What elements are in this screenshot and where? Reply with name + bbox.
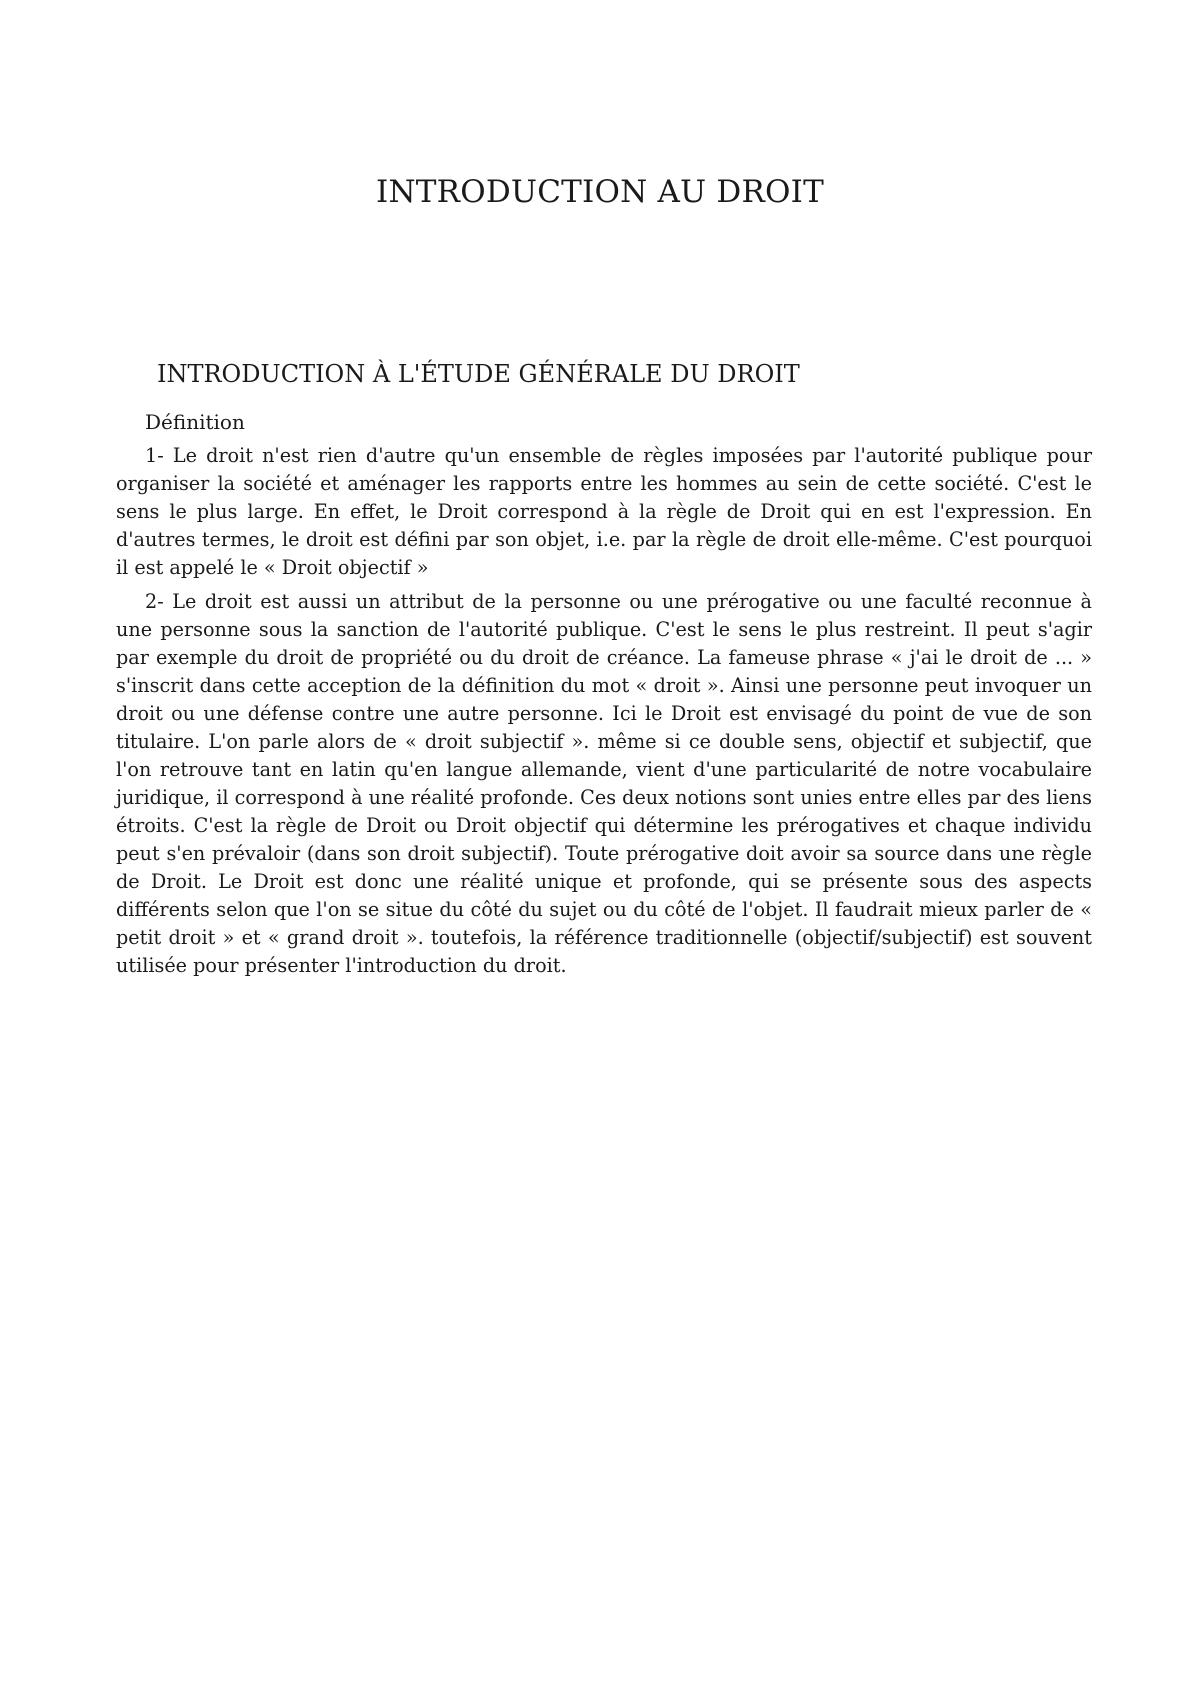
page-title: INTRODUCTION AU DROIT xyxy=(376,174,824,210)
paragraph-1: 1- Le droit n'est rien d'autre qu'un ensemble de règles imposées par l'autorité publique pour organiser la société et aménager les rapports entre les hommes au sein de cette société. C'est le sens le plus large. En effet, le Droit correspond à la règle de Droit qui en est l'expression. En d'autres termes, le droit est défini par son objet, i.e. par la règle de droit elle-même. C'est pourquoi il est appelé le « Droit objectif » xyxy=(116,444,1092,579)
section-heading: INTRODUCTION À L'ÉTUDE GÉNÉRALE DU DROIT xyxy=(157,360,800,388)
paragraph-2: 2- Le droit est aussi un attribut de la personne ou une prérogative ou une faculté reconnue à une personne sous la sanction de l'autorité publique. C'est le sens le plus restreint. Il peut s'agir par exemple du droit de propriété ou du droit de créance. La fameuse phrase « j'ai le droit de ... » s'inscrit dans cette acception de la définition du mot « droit ». Ainsi une personne peut invoquer un droit ou une défense contre une autre personne. Ici le Droit est envisagé du point de vue de son titulaire. L'on parle alors de « droit subjectif ». même si ce double sens, objectif et subjectif, que l'on retrouve tant en latin qu'en langue allemande, vient d'une particularité de notre vocabulaire juridique, il correspond à une réalité profonde. Ces deux notions sont unies entre elles par des liens étroits. C'est la règle de Droit ou Droit objectif qui détermine les prérogatives et chaque individu peut s'en prévaloir (dans son droit subjectif). Toute prérogative doit avoir sa source dans une règle de Droit. Le Droit est donc une réalité unique et profonde, qui se présente sous des aspects différents selon que l'on se situe du côté du sujet ou du côté de l'objet. Il faudrait mieux parler de « petit droit » et « grand droit ». toutefois, la référence traditionnelle (objectif/subjectif) est souvent utilisée pour présenter l'introduction du droit. xyxy=(116,590,1092,977)
subheading-definition: Définition xyxy=(145,410,245,434)
body-text xyxy=(116,442,1092,986)
